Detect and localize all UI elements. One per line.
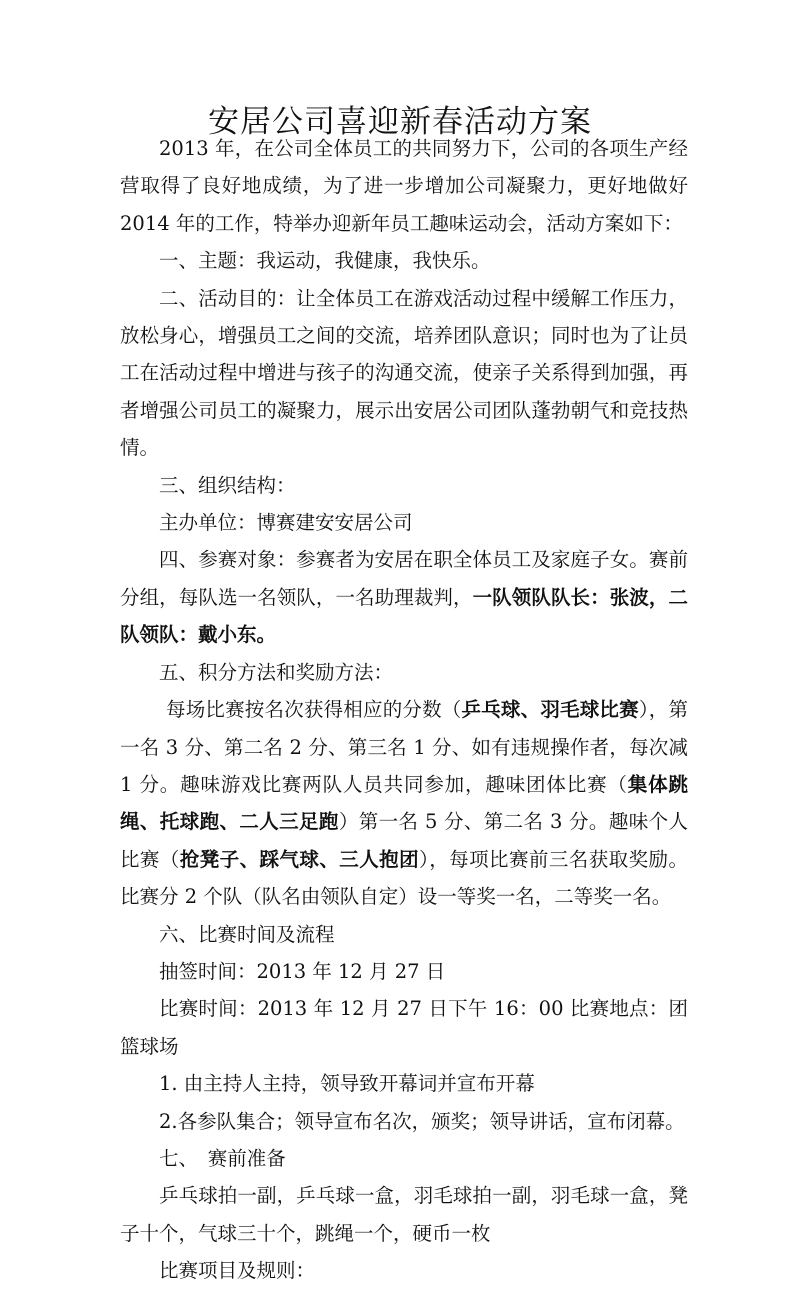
intro-paragraph: 2013 年，在公司全体员工的共同努力下，公司的各项生产经营取得了良好地成绩，为了进一步增加公司凝聚力，更好地做好 2014 年的工作，特举办迎新年员工趣味运动会，活动方案如下： bbox=[120, 137, 688, 235]
scoring-bold-3: 抢凳子、踩气球、三人抱团 bbox=[179, 847, 420, 871]
team-leaders-text: 一队领队队长：张波，二队领队：戴小东。 bbox=[120, 585, 688, 647]
flow-step-2: 2.各参队集合；领导宣布名次，颁奖；领导讲话，宣布闭幕。 bbox=[159, 1109, 685, 1133]
preparation-items: 乒乓球拍一副，乒乓球一盒，羽毛球拍一副，羽毛球一盒，凳子十个，气球三十个，跳绳一个，硬币一枚 bbox=[120, 1184, 688, 1245]
participants-text: 四、参赛对象：参赛者为安居在职全体员工及家庭子女。赛前分组，每队选一名领队，一名助理裁判， bbox=[120, 548, 688, 609]
scoring-bold-1: 乒乓球、羽毛球比赛 bbox=[461, 698, 639, 722]
organization-heading: 三、组织结构： bbox=[159, 473, 296, 497]
purpose-paragraph: 二、活动目的：让全体员工在游戏活动过程中缓解工作压力，放松身心，增强员工之间的交流，培养团队意识；同时也为了让员工在活动过程中增进与孩子的沟通交流，使亲子关系得到加强，再者增强公司员工的凝聚力，展示出安居公司团队蓬勃朝气和竞技热情。 bbox=[120, 286, 688, 460]
rules-heading: 比赛项目及规则： bbox=[159, 1259, 316, 1283]
schedule-heading: 六、比赛时间及流程 bbox=[159, 922, 335, 946]
document-title: 安居公司喜迎新春活动方案 bbox=[208, 104, 592, 140]
scoring-text-2: ），第一名 3 分、第二名 2 分、第三名 1 分、如有违规操作者，每次减 1 分。趣味游戏比赛两队人员共同参加，趣味团体比赛（ bbox=[120, 698, 688, 796]
organizer-paragraph: 主办单位：博赛建安安居公司 bbox=[159, 511, 413, 535]
theme-paragraph: 一、主题：我运动，我健康，我快乐。 bbox=[159, 249, 491, 273]
draw-time-paragraph: 抽签时间：2013 年 12 月 27 日 bbox=[159, 959, 446, 983]
scoring-text-4: ），每项比赛前三名获取奖励。比赛分 2 个队（队名由领队自定）设一等奖一名，二等奖一名。 bbox=[120, 847, 688, 909]
scoring-heading: 五、积分方法和奖励方法： bbox=[159, 660, 394, 684]
preparation-heading: 七、 赛前准备 bbox=[159, 1146, 286, 1170]
flow-step-1: 1. 由主持人主持，领导致开幕词并宣布开幕 bbox=[159, 1072, 535, 1096]
document-body bbox=[120, 130, 688, 1290]
participants-paragraph bbox=[120, 541, 688, 653]
scoring-text-1: 每场比赛按名次获得相应的分数（ bbox=[166, 698, 462, 722]
scoring-bold-2: 集体跳绳、托球跑、二人三足跑 bbox=[120, 772, 688, 834]
scoring-text-3: ）第一名 5 分、第二名 3 分。趣味个人比赛（ bbox=[120, 810, 688, 871]
match-time-paragraph: 比赛时间：2013 年 12 月 27 日下午 16：00 比赛地点：团篮球场 bbox=[120, 997, 688, 1058]
scoring-paragraph bbox=[120, 691, 688, 915]
